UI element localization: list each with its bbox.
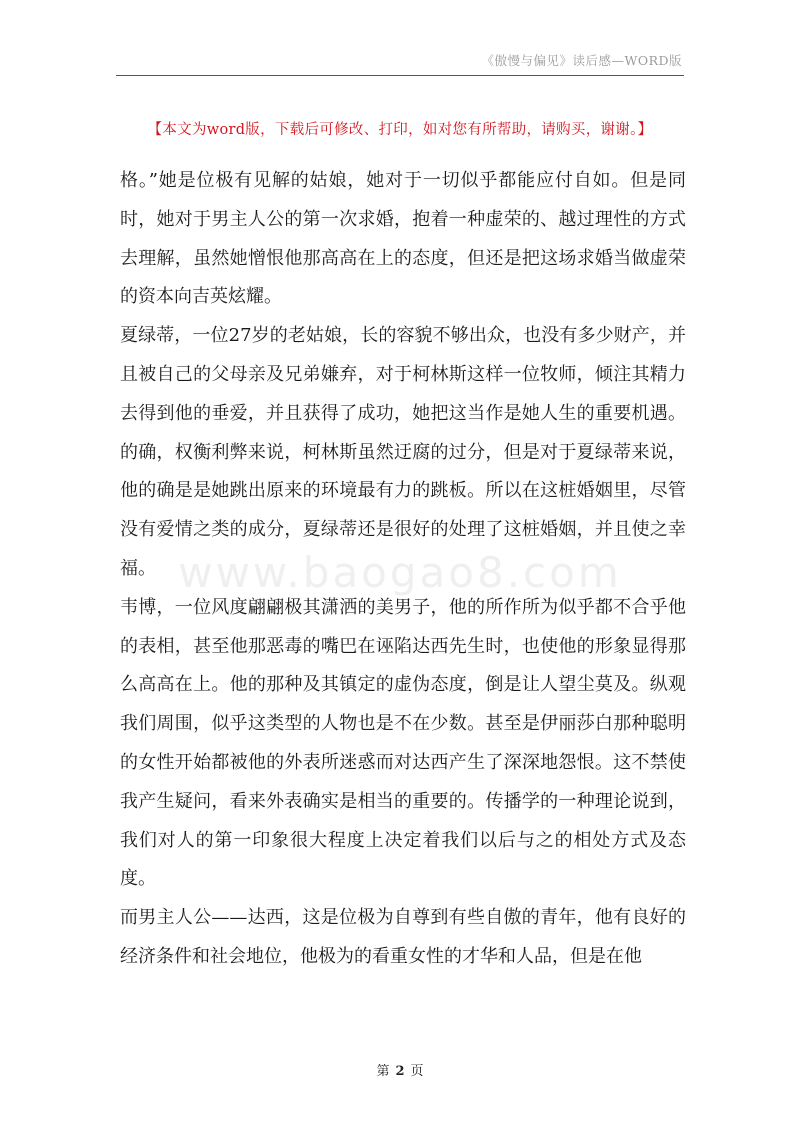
page-suffix: 页 bbox=[410, 1064, 424, 1079]
header-title: 《傲慢与偏见》读后感—WORD版 bbox=[481, 53, 682, 68]
paragraph: 而男主人公——达西，这是位极为自尊到有些自傲的青年，他有良好的经济条件和社会地位，他极为的看重女性的才华和人品，但是在他 bbox=[120, 907, 686, 967]
page-number: 2 bbox=[395, 1064, 405, 1079]
watermark: www.baogao8.com bbox=[178, 548, 622, 597]
download-notice: 【本文为word版，下载后可修改、打印，如对您有所帮助，请购买，谢谢。】 bbox=[147, 122, 653, 138]
document-body bbox=[120, 162, 686, 977]
page-footer bbox=[0, 1060, 800, 1079]
paragraph: 韦博，一位风度翩翩极其潇洒的美男子，他的所作所为似乎都不合乎他的表相，甚至他那恶毒的嘴巴在诬陷达西先生时，也使他的形象显得那么高高在上。他的那种及其镇定的虚伪态度，倒是让人望尘莫及。纵观我们周围，似乎这类型的人物也是不在少数。甚至是伊丽莎白那种聪明的女性开始都被他的外表所迷惑而对达西产生了深深地怨恨。这不禁使我产生疑问，看来外表确实是相当的重要的。传播学的一种理论说到，我们对人的第一印象很大程度上决定着我们以后与之的相处方式及态度。 bbox=[120, 596, 686, 890]
header-divider bbox=[116, 75, 684, 76]
page-prefix: 第 bbox=[376, 1064, 390, 1079]
paragraph: 格。”她是位极有见解的姑娘，她对于一切似乎都能应付自如。但是同时，她对于男主人公的第一次求婚，抱着一种虚荣的、越过理性的方式去理解，虽然她憎恨他那高高在上的态度，但还是把这场求婚当做虚荣的资本向吉英炫耀。 bbox=[120, 170, 686, 308]
paragraph: 夏绿蒂，一位27岁的老姑娘，长的容貌不够出众，也没有多少财产，并且被自己的父母亲及兄弟嫌弃，对于柯林斯这样一位牧师，倾注其精力去得到他的垂爱，并且获得了成功，她把这当作是她人生的重要机遇。的确，权衡利弊来说，柯林斯虽然迂腐的过分，但是对于夏绿蒂来说，他的确是是她跳出原来的环境最有力的跳板。所以在这桩婚姻里，尽管没有爱情之类的成分，夏绿蒂还是很好的处理了这桩婚姻，并且使之幸福。 bbox=[120, 325, 686, 579]
